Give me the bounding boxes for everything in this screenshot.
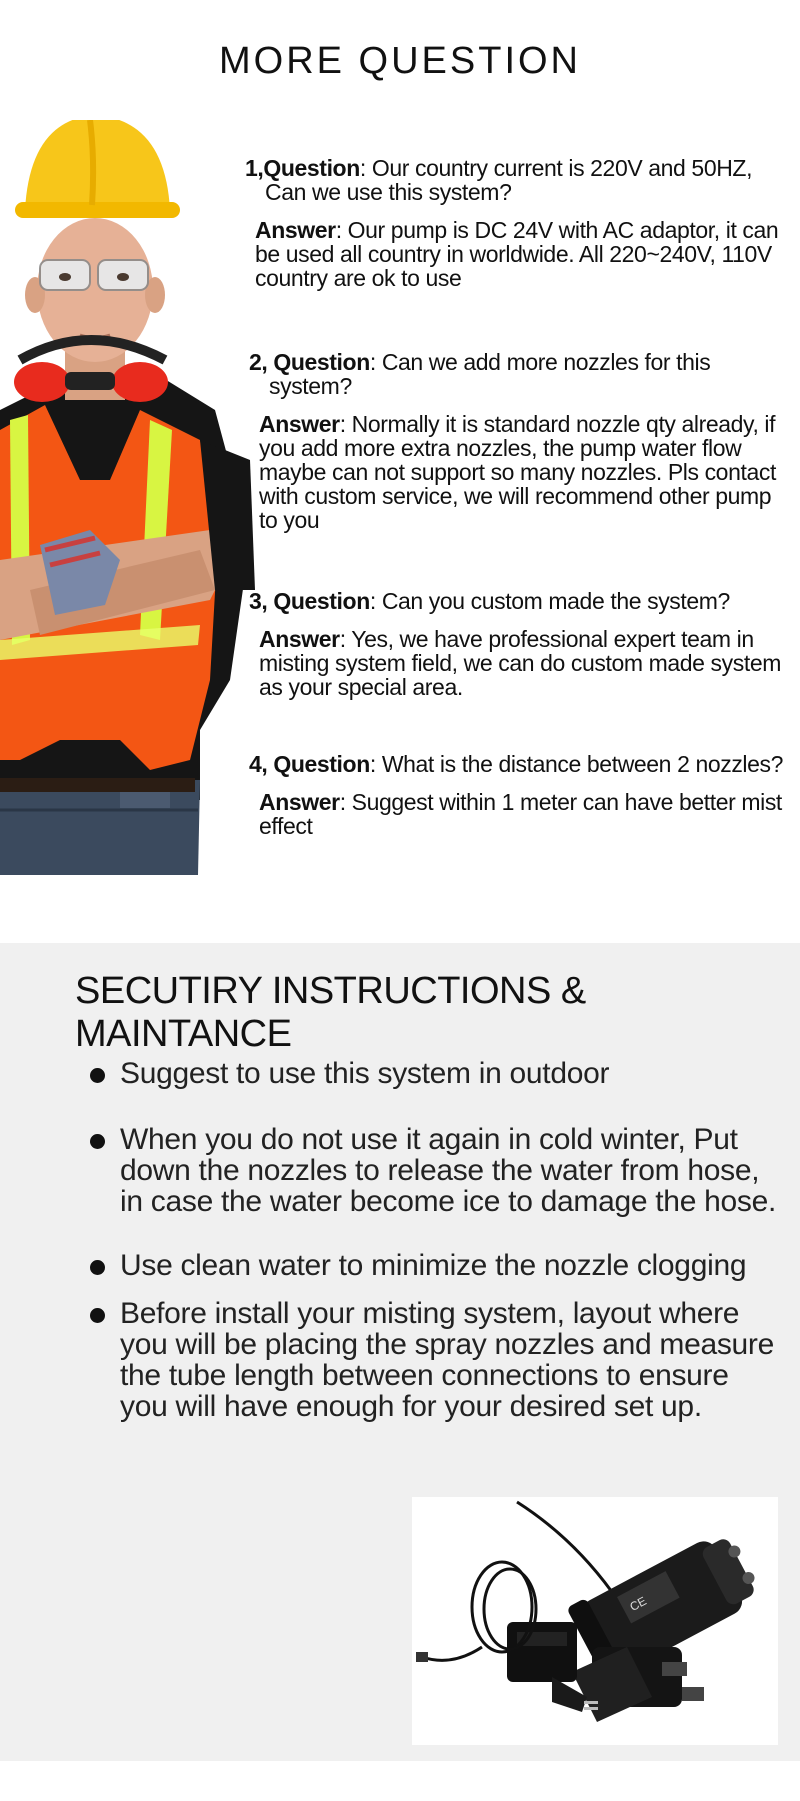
list-item-text: When you do not use it again in cold winter, Put down the nozzles to release the water from hose, in case the water become ice to damage the hose. <box>120 1123 777 1218</box>
list-item-text: Use clean water to minimize the nozzle clogging <box>120 1249 747 1282</box>
answer-4 <box>249 790 789 838</box>
question-1 <box>245 156 785 204</box>
answer-1 <box>245 218 785 290</box>
question-4 <box>249 752 789 776</box>
bullet-icon <box>90 1134 105 1149</box>
bullet-icon <box>90 1308 105 1323</box>
question-1-text: : Our country current is 220V and 50HZ, <box>359 155 753 181</box>
answer-2-label: Answer <box>259 411 340 437</box>
security-title: SECUTIRY INSTRUCTIONS & MAINTANCE <box>75 970 586 1055</box>
page-title: MORE QUESTION <box>218 40 582 82</box>
faq-item-1 <box>245 156 785 290</box>
question-3 <box>249 589 789 613</box>
answer-2-text: : Normally it is standard nozzle qty already, if you add more extra nozzles, the pump water flow maybe can not support so many nozzles. Pls contact with custom service, we will recommend other pump to you <box>259 411 776 533</box>
answer-4-label: Answer <box>259 789 340 815</box>
faq-item-2 <box>249 350 789 532</box>
question-4-text: : What is the distance between 2 nozzles? <box>369 751 784 777</box>
question-3-label: 3, Question <box>249 588 370 614</box>
bullet-icon <box>90 1260 105 1275</box>
question-3-text: : Can you custom made the system? <box>369 588 730 614</box>
answer-1-label: Answer <box>255 217 336 243</box>
footer-spacer <box>0 1761 800 1801</box>
answer-3 <box>249 627 789 699</box>
answer-4-text: : Suggest within 1 meter can have better mist effect <box>259 789 782 839</box>
list-item-text: Suggest to use this system in outdoor <box>120 1057 610 1090</box>
question-1-text-2: Can we use this system? <box>265 179 512 205</box>
security-list <box>90 1058 780 1422</box>
faq-item-4 <box>249 752 789 838</box>
list-item <box>90 1058 780 1089</box>
answer-3-label: Answer <box>259 626 340 652</box>
faq-item-3 <box>249 589 789 699</box>
question-1-label: 1,Question <box>245 155 360 181</box>
answer-1-text: : Our pump is DC 24V with AC adaptor, it can be used all country in worldwide. All 220~240V, 110V country are ok to use <box>255 217 779 291</box>
bullet-icon <box>90 1068 105 1083</box>
answer-2 <box>249 412 789 532</box>
question-4-label: 4, Question <box>249 751 370 777</box>
question-2 <box>249 350 789 398</box>
list-item <box>90 1124 780 1217</box>
svg-text:CE: CE <box>627 1593 649 1614</box>
worker-image <box>0 120 255 875</box>
list-item <box>90 1250 780 1281</box>
question-2-text: : Can we add more nozzles for this <box>369 349 711 375</box>
answer-3-text: : Yes, we have professional expert team in misting system field, we can do custom made system as your special area. <box>259 626 781 700</box>
list-item-text: Before install your misting system, layout where you will be placing the spray nozzles and measure the tube length between connections to ensure you will have enough for your desired set up. <box>120 1297 775 1423</box>
question-2-text-2: system? <box>269 373 352 399</box>
question-2-label: 2, Question <box>249 349 370 375</box>
list-item <box>90 1298 780 1422</box>
pump-illustration <box>412 1497 778 1745</box>
pump-product-image <box>412 1497 778 1745</box>
